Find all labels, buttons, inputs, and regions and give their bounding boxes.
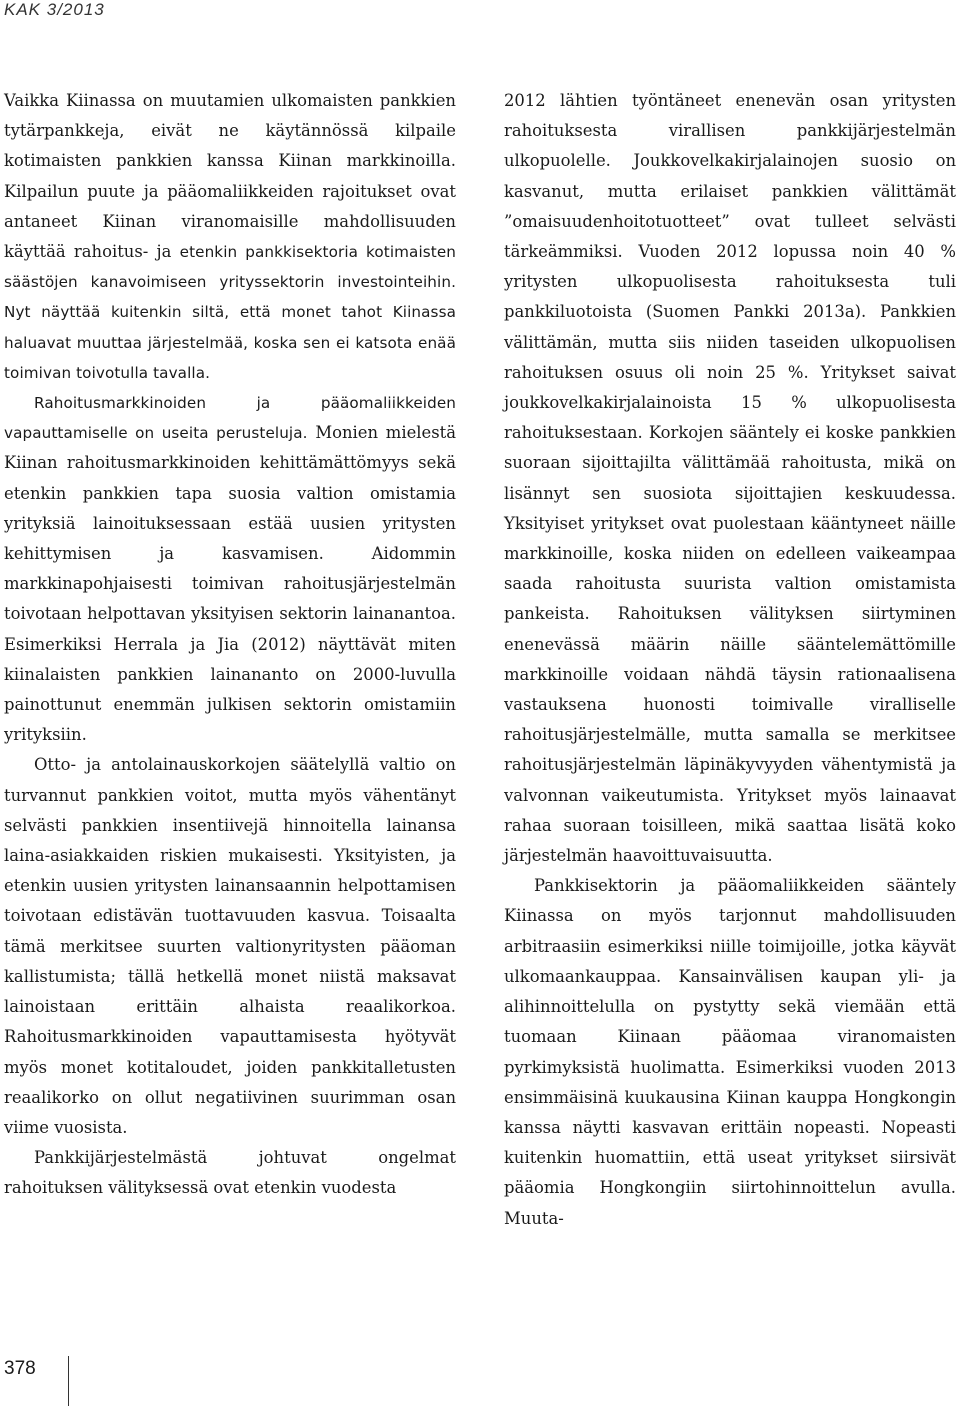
paragraph-1 xyxy=(4,86,456,388)
right-column xyxy=(504,86,956,1234)
paragraph-1-serif-b: Kilpailun puute ja pääomaliikkeiden rajoitukset ovat antaneet Kiinan viranomaisille mahdollisuuden käyttää rahoitus- ja xyxy=(4,181,456,262)
paragraph-1-serif-a: Vaikka Kiinassa on muutamien ulkomaisten pankkien tytärpankkeja, eivät ne käytännössä kilpaile kotimaisten pankkien kanssa Kiinan markkinoilla. xyxy=(4,91,456,171)
paragraph-2-sans: Rahoitusmarkkinoiden ja pääomaliikkeiden vapauttamiselle on useita perusteluja. xyxy=(4,394,456,443)
page-number-divider xyxy=(68,1356,69,1406)
left-column xyxy=(4,86,456,1204)
paragraph-2 xyxy=(4,388,456,750)
journal-header: KAK 3/2013 xyxy=(4,0,105,19)
paragraph-3: Otto- ja antolainauskorkojen säätelyllä valtio on turvannut pankkien voitot, mutta myös vähentänyt selvästi pankkien insentiivejä hinnoitella lainansa laina-asiakkaiden riskien mukaisesti. Yksityisten, ja etenkin uusien yritysten lainansaannin helpottamisen toivotaan edistävän tuottavuuden kasvua. Toisaalta tämä merkitsee suurten valtionyritysten pääoman kallistumista; tällä hetkellä monet niistä maksavat lainoistaan erittäin alhaista reaalikorkoa. Rahoitusmarkkinoiden vapauttamisesta hyötyvät myös monet kotitaloudet, joiden pankkitalletusten reaalikorko on ollut negatiivinen suurimman osan viime vuosista. xyxy=(4,755,456,1137)
paragraph-6: Pankkisektorin ja pääomaliikkeiden sääntely Kiinassa on myös tarjonnut mahdollisuuden arbitraasiin esimerkiksi niille toimijoille, jotka käyvät ulkomaankauppaa. Kansainvälisen kaupan yli- ja alihinnoittelulla on pystytty sekä viemään että tuomaan Kiinaan pääomaa viranomaisten pyrkimyksistä huolimatta. Esimerkiksi vuoden 2013 ensimmäisinä kuukausina Kiinan kauppa Hongkongin kanssa näytti kasvavan erittäin nopeasti. Nopeasti kuitenkin huomattiin, että useat yritykset siirsivät pääomia Hongkongiin siirtohinnoittelun avulla. Muuta- xyxy=(504,876,956,1228)
paragraph-2-serif: Monien mielestä Kiinan rahoitusmarkkinoiden kehittämättömyys sekä etenkin pankkien tapa suosia valtion omistamia yrityksiä lainoituksessaan estää uusien yritysten kehittymisen ja kasvamisen. Aidommin markkinapohjaisesti toimivan rahoitusjärjestelmän toivotaan helpottavan yksityisen sektorin lainanantoa. Esimerkiksi Herrala ja Jia (2012) näyttävät miten kiinalaisten pankkien lainananto on 2000-luvulla painottunut enemmän julkisen sektorin omistamiin yrityksiin. xyxy=(4,423,456,745)
page-number: 378 xyxy=(4,1358,36,1379)
paragraph-5: 2012 lähtien työntäneet enenevän osan yritysten rahoituksesta virallisen pankkijärjestelmän ulkopuolelle. Joukkovelkakirjalainojen suosio on kasvanut, mutta erilaiset pankkien välittämät ”omaisuudenhoitotuotteet” ovat tulleet selvästi tärkeämmiksi. Vuoden 2012 lopussa noin 40 % yritysten ulkopuolisesta rahoituksesta tuli pankkiluotoista (Suomen Pankki 2013a). Pankkien välittämän, mutta siis niiden taseiden ulkopuolisen rahoituksen osuus oli noin 25 %. Yritykset saivat joukkovelkakirjalainoista 15 % ulkopuolisesta rahoituksestaan. Korkojen sääntely ei koske pankkien suoraan sijoittajilta välittämää rahoitusta, mikä on lisännyt sen suosiota sijoittajien keskuudessa. Yksityiset yritykset ovat puolestaan kääntyneet näille markkinoille, koska niiden on edelleen vaikeampaa saada rahoitusta suurista valtion omistamista pankeista. Rahoituksen välityksen siirtyminen enenevässä määrin näille sääntelemättömille markkinoille voidaan nähdä täysin rationaalisena vastauksena huonosti toimivalle viralliselle rahoitusjärjestelmälle, mutta samalla se merkitsee rahoitusjärjestelmän läpinäkyvyyden vähentymistä ja valvonnan vaikeutumista. Yritykset myös lainaavat rahaa suoraan toisilleen, mikä saattaa lisätä koko järjestelmän haavoittuvaisuutta. xyxy=(504,91,956,866)
paragraph-4: Pankkijärjestelmästä johtuvat ongelmat rahoituksen välityksessä ovat etenkin vuodesta xyxy=(4,1148,456,1198)
paragraph-1-sans: etenkin pankkisektoria kotimaisten säästöjen kanavoimiseen yrityssektorin investointeihin. Nyt näyttää kuitenkin siltä, että monet tahot Kiinassa haluavat muuttaa järjestelmää, koska sen ei katsota enää toimivan toivotulla tavalla. xyxy=(4,243,456,382)
